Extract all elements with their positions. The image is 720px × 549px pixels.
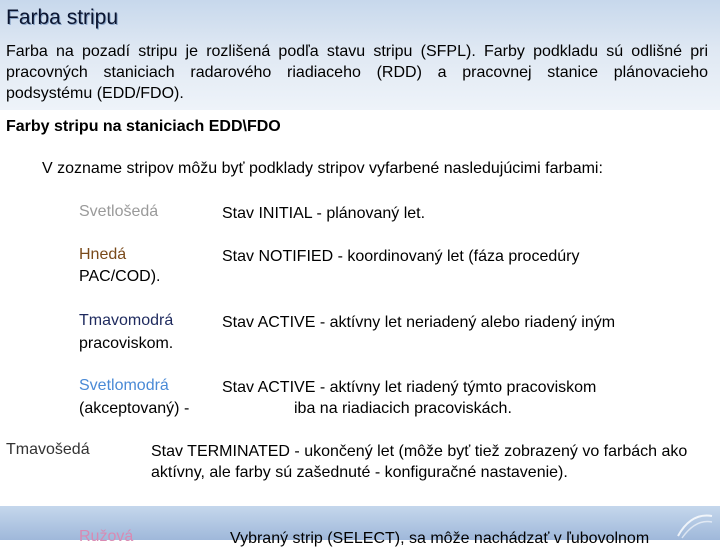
color-name-svetloseda: Svetlošedá [79,203,159,220]
status-desc-active-other: Stav ACTIVE - aktívny let neriadený alebo riadený iným [222,314,616,331]
status-desc-notified: Stav NOTIFIED - koordinovaný let (fáza procedúry [222,248,580,265]
status-desc-notified-cont: PAC/COD). [79,268,161,285]
list-lead: V zozname stripov môžu byť podklady stripov vyfarbené nasledujúcimi farbami: [42,160,603,177]
status-desc-initial: Stav INITIAL - plánovaný let. [222,205,426,222]
color-name-ruzova: Ružová [79,528,134,545]
intro-paragraph: Farba na pozadí stripu je rozlišená podľa stavu stripu (SFPL). Farby podkladu sú odlišné pri pracovných staniciach radarového riadiaceho (RDD) a pracovnej stanice plánovacieho podsystému (EDD/FDO). [6,43,708,102]
status-desc-active-own-cont: (akceptovaný) - [79,400,190,417]
decorative-swirl-icon [674,510,714,540]
status-desc-active-other-cont: pracoviskom. [79,335,174,352]
color-name-svetlomodra: Svetlomodrá [79,377,169,394]
color-name-tmavomodra: Tmavomodrá [79,312,174,329]
color-name-tmavoseda: Tmavošedá [6,441,90,458]
slide-title: Farba stripu [6,6,119,29]
status-desc-select: Vybraný strip (SELECT), sa môže nachádzať v ľubovolnom [230,530,650,547]
status-desc-terminated: Stav TERMINATED - ukončený let (môže byť tiež zobrazený vo farbách ako aktívny, ale farby sú zašednuté - konfiguračné nastavenie). [151,443,688,481]
status-desc-active-own: Stav ACTIVE - aktívny let riadený týmto pracoviskom [222,379,597,396]
section-heading: Farby stripu na staniciach EDD\FDO [6,118,281,135]
status-desc-active-own-line2: iba na riadiacich pracoviskách. [294,400,512,417]
color-name-hneda: Hnedá [79,246,127,263]
